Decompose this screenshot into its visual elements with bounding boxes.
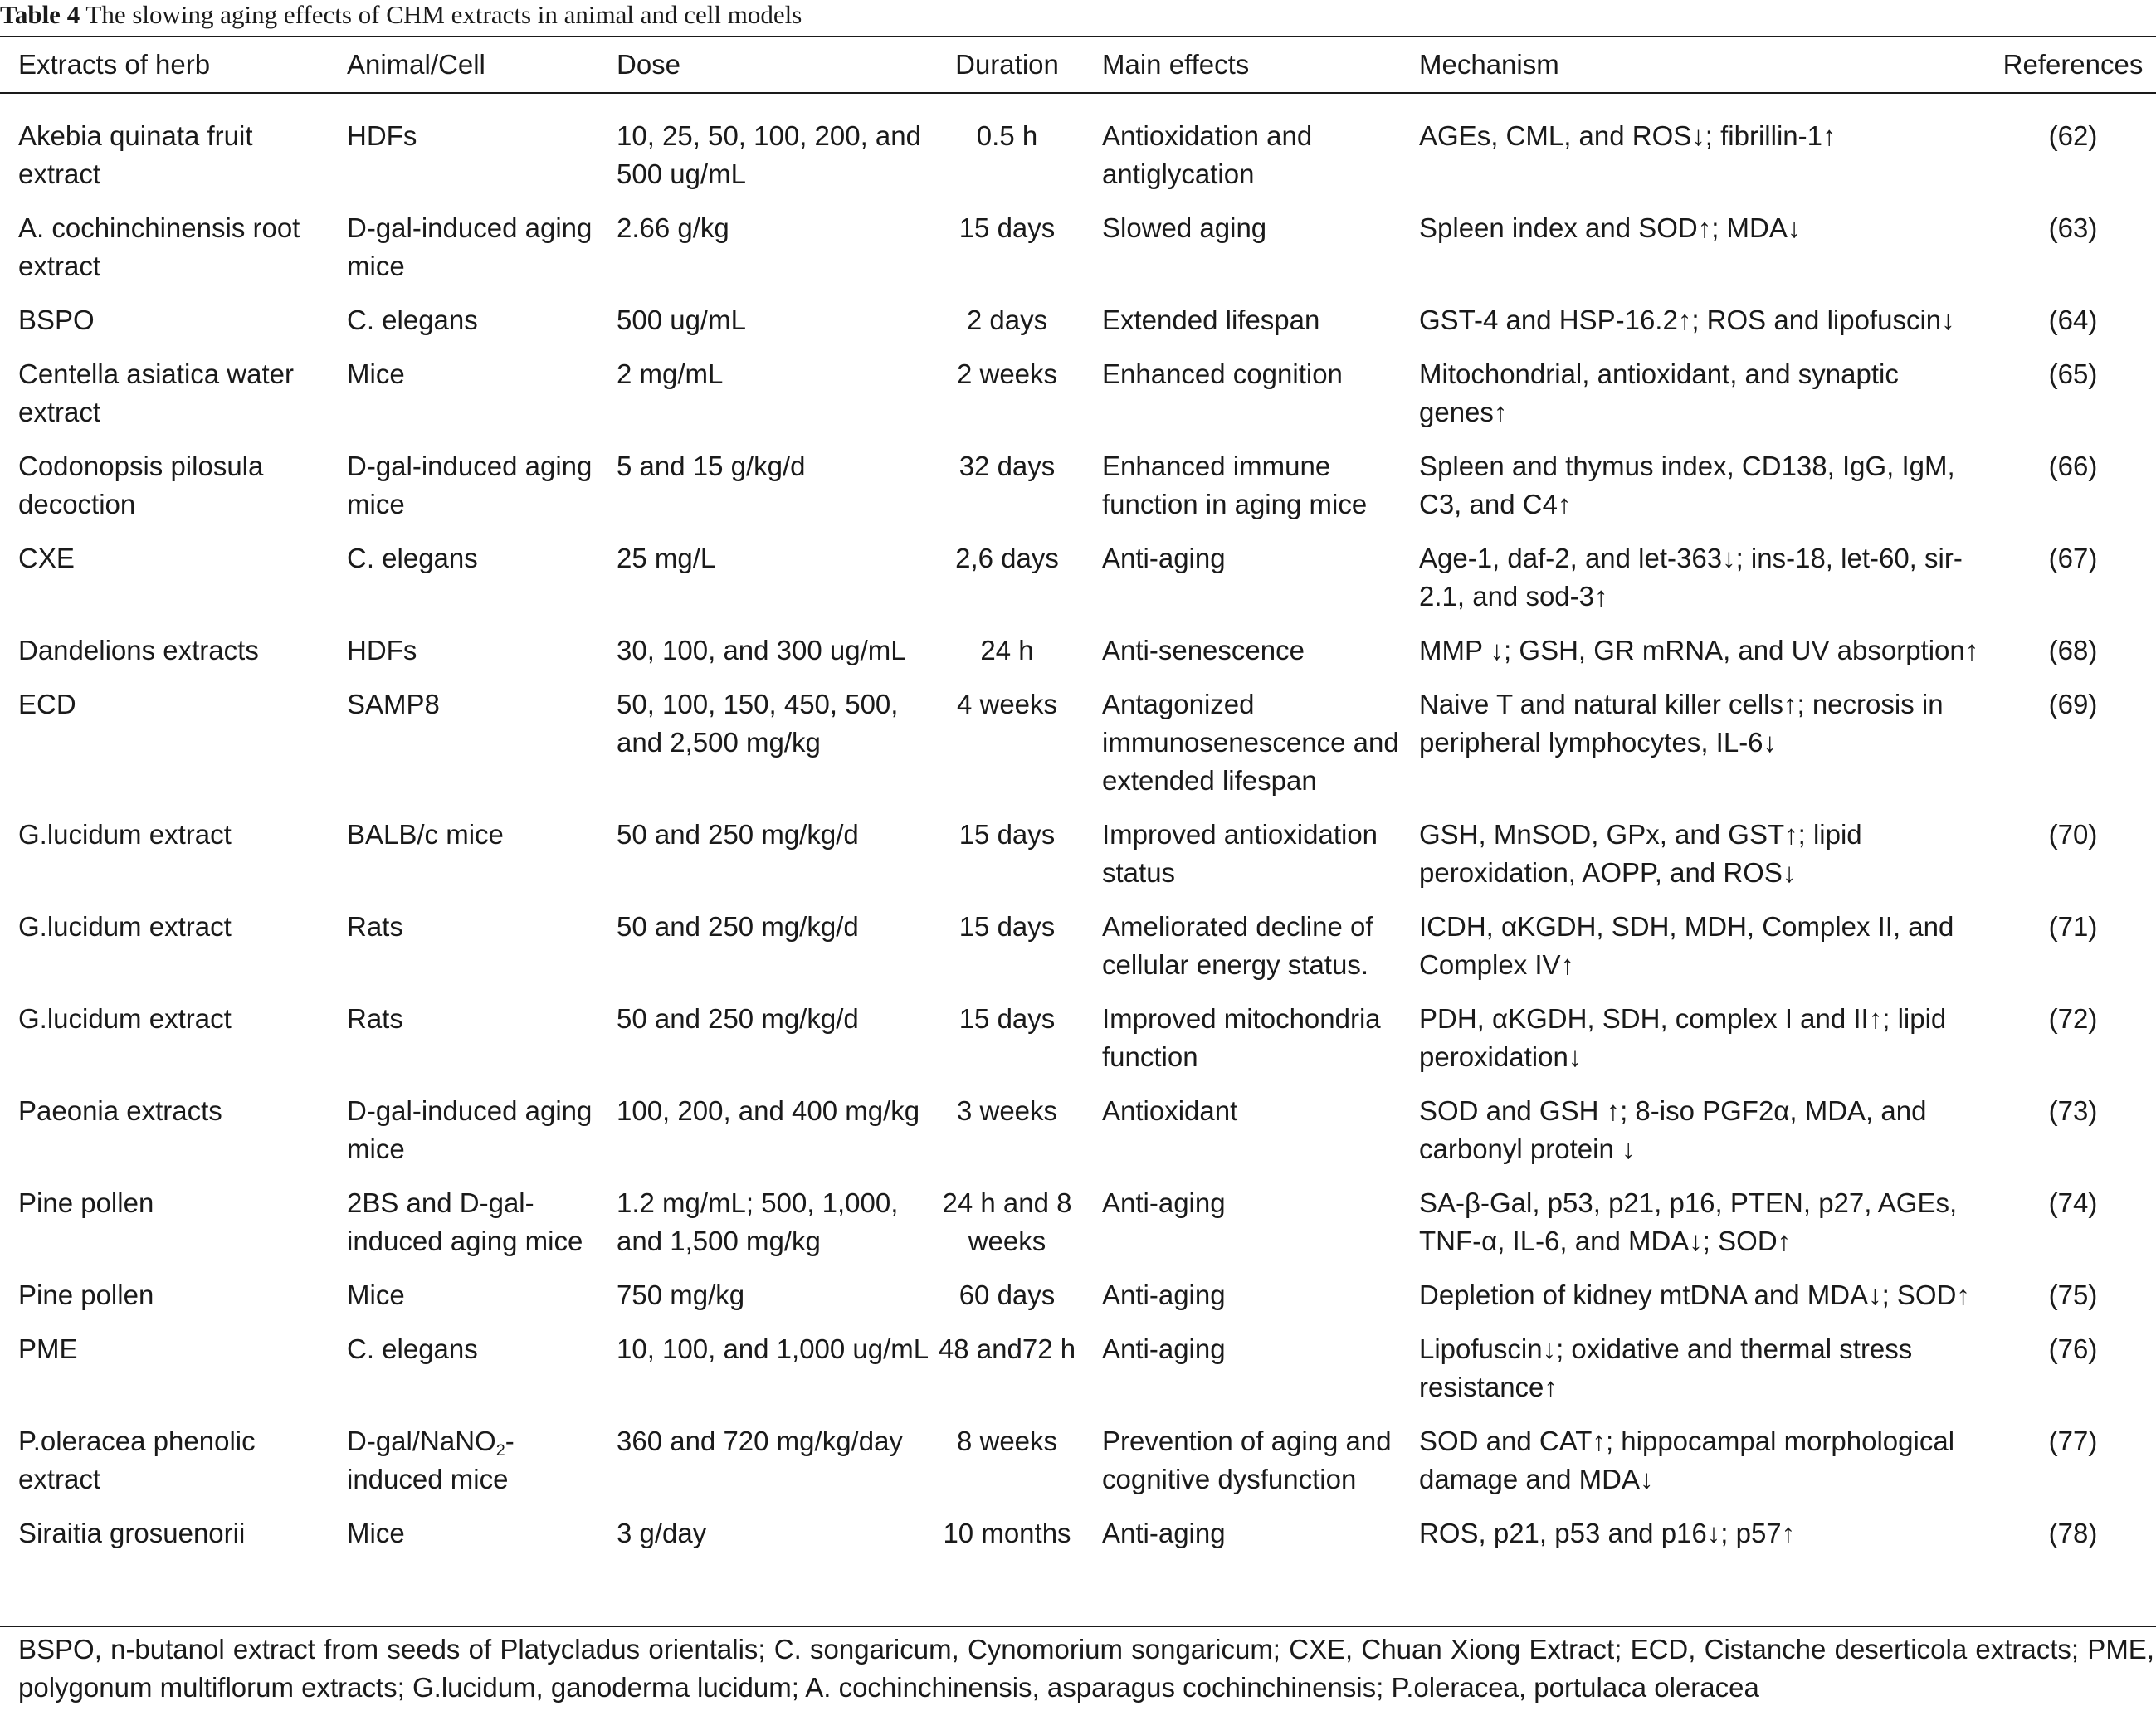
- table-row: [0, 1076, 2156, 1168]
- cell-effects: Slowed aging: [1102, 212, 1267, 243]
- table-row: [0, 1314, 2156, 1406]
- cell-reference: (76): [2048, 1333, 2098, 1364]
- table-row: [0, 339, 2156, 431]
- cell-mechanism: SOD and CAT↑; hippocampal morphological damage and MDA↓: [1419, 1426, 1955, 1494]
- table-row: [0, 892, 2156, 984]
- cell-animal: [329, 1406, 598, 1499]
- cell-animal: D-gal-induced aging mice: [347, 212, 593, 281]
- cell-reference: (73): [2048, 1095, 2098, 1126]
- cell-extract: Akebia quinata fruit extract: [18, 120, 253, 189]
- cell-duration: 2 days: [966, 305, 1048, 335]
- cell-duration: 48 and72 h: [938, 1333, 1076, 1364]
- cell-mechanism: ROS, p21, p53 and p16↓; p57↑: [1419, 1518, 1796, 1548]
- cell-reference: (74): [2048, 1187, 2098, 1218]
- table-row: [0, 800, 2156, 892]
- table-caption-label: Table 4: [0, 0, 80, 29]
- cell-effects: Prevention of aging and cognitive dysfunction: [1102, 1426, 1392, 1494]
- cell-mechanism: Age-1, daf-2, and let-363↓; ins-18, let-60, sir-2.1, and sod-3↑: [1419, 543, 1963, 612]
- header-dose: Dose: [617, 49, 681, 80]
- header-duration: Duration: [955, 49, 1059, 80]
- cell-duration: 60 days: [958, 1280, 1056, 1310]
- cell-extract: CXE: [18, 543, 75, 573]
- cell-mechanism: Lipofuscin↓; oxidative and thermal stress resistance↑: [1419, 1333, 1913, 1402]
- cell-duration: 15 days: [958, 819, 1056, 850]
- cell-duration: 24 h and 8 weeks: [942, 1187, 1072, 1256]
- cell-animal: C. elegans: [347, 305, 478, 335]
- cell-duration: 15 days: [958, 212, 1056, 243]
- cell-dose: 10, 100, and 1,000 ug/mL: [617, 1333, 929, 1364]
- cell-effects: Anti-aging: [1102, 1187, 1226, 1218]
- cell-animal: 2BS and D-gal-induced aging mice: [347, 1187, 583, 1256]
- cell-effects: Ameliorated decline of cellular energy status.: [1102, 911, 1373, 980]
- cell-reference: (65): [2048, 358, 2098, 389]
- cell-extract: Codonopsis pilosula decoction: [18, 451, 264, 519]
- cell-animal: D-gal-induced aging mice: [347, 1095, 593, 1164]
- table-row: [0, 193, 2156, 285]
- header-mechanism: Mechanism: [1419, 49, 1559, 80]
- cell-effects: Enhanced cognition: [1102, 358, 1343, 389]
- cell-mechanism: GSH, MnSOD, GPx, and GST↑; lipid peroxidation, AOPP, and ROS↓: [1419, 819, 1862, 888]
- cell-extract: P.oleracea phenolic extract: [18, 1426, 256, 1494]
- cell-mechanism: AGEs, CML, and ROS↓; fibrillin-1↑: [1419, 120, 1837, 151]
- cell-extract: Paeonia extracts: [18, 1095, 222, 1126]
- cell-reference: (69): [2048, 689, 2098, 719]
- cell-dose: 1.2 mg/mL; 500, 1,000, and 1,500 mg/kg: [617, 1187, 899, 1256]
- table-footnote: BSPO, n-butanol extract from seeds of Platycladus orientalis; C. songaricum, Cynomorium songaricum; CXE, Chuan Xiong Extract; ECD, Cistanche deserticola extracts; PME, polygonum multiflorum extracts; G.lucidum, ganoderma lucidum; A. cochinchinensis, asparagus cochinchinensis; P.oleracea, portulaca oleracea: [18, 1634, 2154, 1703]
- cell-animal: Mice: [347, 1280, 405, 1310]
- cell-extract: Centella asiatica water extract: [18, 358, 294, 427]
- cell-extract: Pine pollen: [18, 1187, 154, 1218]
- cell-dose: 100, 200, and 400 mg/kg: [617, 1095, 920, 1126]
- table-row: [0, 1168, 2156, 1260]
- cell-effects: Improved mitochondria function: [1102, 1003, 1381, 1072]
- cell-duration: 24 h: [980, 635, 1034, 665]
- cell-dose: 30, 100, and 300 ug/mL: [617, 635, 906, 665]
- cell-dose: 5 and 15 g/kg/d: [617, 451, 806, 481]
- cell-duration: 15 days: [958, 1003, 1056, 1034]
- table-row: [0, 1499, 2156, 1553]
- cell-animal: HDFs: [347, 635, 417, 665]
- cell-extract: Pine pollen: [18, 1280, 154, 1310]
- cell-animal: Rats: [347, 1003, 403, 1034]
- cell-duration: 8 weeks: [956, 1426, 1058, 1456]
- cell-effects: Improved antioxidation status: [1102, 819, 1378, 888]
- cell-effects: Enhanced immune function in aging mice: [1102, 451, 1368, 519]
- table-header: [0, 37, 2156, 100]
- cell-reference: (63): [2048, 212, 2098, 243]
- cell-duration: 0.5 h: [976, 120, 1038, 151]
- cell-animal-part: -induced mice: [347, 1426, 515, 1494]
- cell-animal: C. elegans: [347, 1333, 478, 1364]
- cell-reference: (67): [2048, 543, 2098, 573]
- cell-animal: D-gal-induced aging mice: [347, 451, 593, 519]
- cell-duration: 32 days: [958, 451, 1056, 481]
- cell-animal-part: D-gal/NaNO: [347, 1426, 496, 1456]
- cell-animal-subscript: 2: [495, 1441, 505, 1460]
- cell-dose: 50 and 250 mg/kg/d: [617, 911, 859, 942]
- cell-effects: Antioxidant: [1102, 1095, 1238, 1126]
- cell-extract: G.lucidum extract: [18, 819, 232, 850]
- cell-dose: 10, 25, 50, 100, 200, and 500 ug/mL: [617, 120, 921, 189]
- table-row: [0, 524, 2156, 616]
- table-caption: [0, 0, 2156, 32]
- cell-effects: Extended lifespan: [1102, 305, 1320, 335]
- cell-effects: Antagonized immunosenescence and extended lifespan: [1102, 689, 1399, 796]
- table-caption-title: The slowing aging effects of CHM extracts in animal and cell models: [85, 0, 802, 29]
- cell-effects: Anti-aging: [1102, 1333, 1226, 1364]
- cell-dose: 25 mg/L: [617, 543, 716, 573]
- cell-mechanism: SOD and GSH ↑; 8-iso PGF2α, MDA, and carbonyl protein ↓: [1419, 1095, 1927, 1164]
- cell-extract: Dandelions extracts: [18, 635, 259, 665]
- cell-duration: 3 weeks: [956, 1095, 1058, 1126]
- cell-extract: BSPO: [18, 305, 95, 335]
- cell-reference: (68): [2048, 635, 2098, 665]
- cell-mechanism: Depletion of kidney mtDNA and MDA↓; SOD↑: [1419, 1280, 1970, 1310]
- cell-mechanism: Naive T and natural killer cells↑; necrosis in peripheral lymphocytes, IL-6↓: [1419, 689, 1944, 758]
- cell-reference: (77): [2048, 1426, 2098, 1456]
- cell-extract: G.lucidum extract: [18, 911, 232, 942]
- cell-mechanism: MMP ↓; GSH, GR mRNA, and UV absorption↑: [1419, 635, 1979, 665]
- cell-mechanism: Mitochondrial, antioxidant, and synaptic genes↑: [1419, 358, 1899, 427]
- cell-effects: Anti-senescence: [1102, 635, 1305, 665]
- cell-mechanism: ICDH, αKGDH, SDH, MDH, Complex II, and Complex IV↑: [1419, 911, 1954, 980]
- cell-reference: (72): [2048, 1003, 2098, 1034]
- cell-duration: 15 days: [958, 911, 1056, 942]
- cell-animal: BALB/c mice: [347, 819, 504, 850]
- cell-dose: 50 and 250 mg/kg/d: [617, 1003, 859, 1034]
- cell-reference: (62): [2048, 120, 2098, 151]
- table-row: [0, 100, 2156, 193]
- cell-dose: 50 and 250 mg/kg/d: [617, 819, 859, 850]
- cell-effects: Antioxidation and antiglycation: [1102, 120, 1313, 189]
- data-table: [0, 37, 2156, 1553]
- bottom-rule: [0, 1626, 2156, 1627]
- cell-duration: 2,6 days: [955, 543, 1059, 573]
- table-row: [0, 431, 2156, 524]
- header-main-effects: Main effects: [1102, 49, 1250, 80]
- table-row: [0, 984, 2156, 1076]
- cell-dose: 2 mg/mL: [617, 358, 724, 389]
- cell-mechanism: GST-4 and HSP-16.2↑; ROS and lipofuscin↓: [1419, 305, 1955, 335]
- cell-extract: A. cochinchinensis root extract: [18, 212, 300, 281]
- cell-reference: (78): [2048, 1518, 2098, 1548]
- cell-dose: 50, 100, 150, 450, 500, and 2,500 mg/kg: [617, 689, 899, 758]
- table-row: [0, 285, 2156, 339]
- table-row: [0, 1260, 2156, 1314]
- cell-reference: (71): [2048, 911, 2098, 942]
- cell-dose: 3 g/day: [617, 1518, 707, 1548]
- cell-animal: C. elegans: [347, 543, 478, 573]
- cell-effects: Anti-aging: [1102, 543, 1226, 573]
- cell-dose: 360 and 720 mg/kg/day: [617, 1426, 903, 1456]
- cell-effects: Anti-aging: [1102, 1280, 1226, 1310]
- cell-effects: Anti-aging: [1102, 1518, 1226, 1548]
- header-animal-cell: Animal/Cell: [347, 49, 485, 80]
- header-references: References: [2002, 49, 2144, 80]
- cell-dose: 2.66 g/kg: [617, 212, 729, 243]
- header-row: [0, 37, 2156, 100]
- cell-duration: 10 months: [943, 1518, 1071, 1548]
- cell-extract: ECD: [18, 689, 76, 719]
- cell-mechanism: PDH, αKGDH, SDH, complex I and II↑; lipid peroxidation↓: [1419, 1003, 1947, 1072]
- cell-mechanism: Spleen index and SOD↑; MDA↓: [1419, 212, 1802, 243]
- table-row: [0, 616, 2156, 670]
- table-row: [0, 670, 2156, 800]
- cell-reference: (75): [2048, 1280, 2098, 1310]
- cell-animal: Mice: [347, 358, 405, 389]
- cell-extract: PME: [18, 1333, 78, 1364]
- cell-duration: 2 weeks: [956, 358, 1058, 389]
- cell-mechanism: Spleen and thymus index, CD138, IgG, IgM, C3, and C4↑: [1419, 451, 1955, 519]
- cell-animal: Mice: [347, 1518, 405, 1548]
- cell-animal: HDFs: [347, 120, 417, 151]
- table-row: [0, 1406, 2156, 1499]
- cell-reference: (64): [2048, 305, 2098, 335]
- table-body: [0, 100, 2156, 1553]
- cell-dose: 500 ug/mL: [617, 305, 746, 335]
- cell-animal: Rats: [347, 911, 403, 942]
- header-extracts: Extracts of herb: [18, 49, 211, 80]
- cell-extract: Siraitia grosuenorii: [18, 1518, 246, 1548]
- cell-duration: 4 weeks: [956, 689, 1058, 719]
- cell-mechanism: SA-β-Gal, p53, p21, p16, PTEN, p27, AGEs, TNF-α, IL-6, and MDA↓; SOD↑: [1419, 1187, 1958, 1256]
- cell-dose: 750 mg/kg: [617, 1280, 745, 1310]
- cell-reference: (66): [2048, 451, 2098, 481]
- cell-animal: SAMP8: [347, 689, 440, 719]
- cell-extract: G.lucidum extract: [18, 1003, 232, 1034]
- cell-reference: (70): [2048, 819, 2098, 850]
